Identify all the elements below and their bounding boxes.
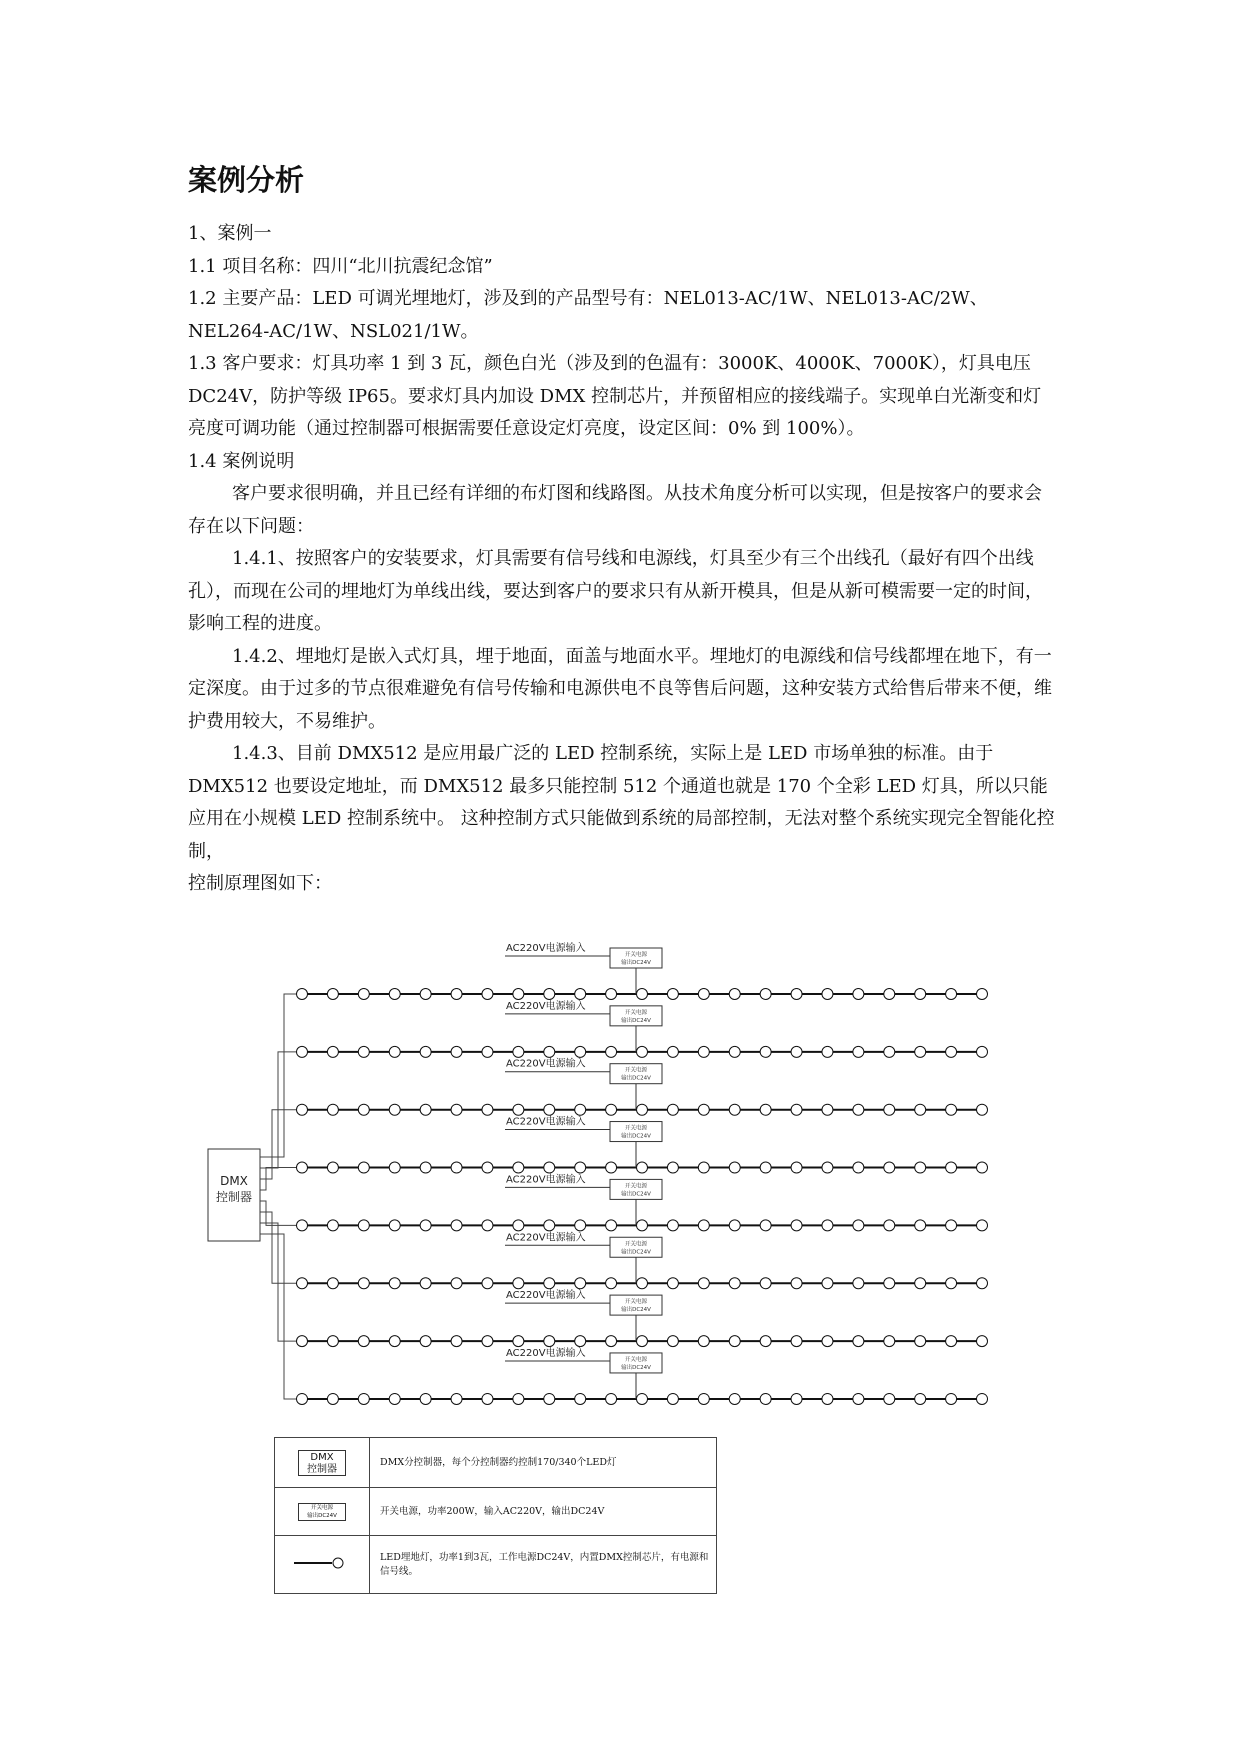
led-lamp xyxy=(698,1220,709,1231)
led-lamp xyxy=(760,1393,771,1404)
led-lamp xyxy=(637,1220,648,1231)
led-lamp xyxy=(606,1336,617,1347)
led-lamp xyxy=(698,1278,709,1289)
led-lamp xyxy=(729,1278,740,1289)
ac-input-label: AC220V电源输入 xyxy=(506,1000,586,1012)
paragraph: 客户要求很明确，并且已经有详细的布灯图和线路图。从技术角度分析可以实现，但是按客户的要求会存在以下问题： xyxy=(188,483,1042,537)
led-lamp xyxy=(358,1336,369,1347)
psu-label-line1: 开关电源 xyxy=(624,1067,648,1074)
signal-wire xyxy=(260,1234,302,1399)
paragraph: 1.4.2、埋地灯是嵌入式灯具，埋于地面，面盖与地面水平。埋地灯的电源线和信号线都埋在地下，有一定深度。由于过多的节点很难避免有信号传输和电源供电不良等售后问题，这种安装方式给售后带来不便，维护费用较大，不易维护。 xyxy=(188,645,1052,732)
led-lamp xyxy=(327,1220,338,1231)
led-lamp xyxy=(884,989,895,1000)
led-lamp xyxy=(915,1220,926,1231)
led-lamp xyxy=(698,989,709,1000)
led-lamp xyxy=(915,1104,926,1115)
led-lamp xyxy=(822,1278,833,1289)
led-lamp xyxy=(575,1393,586,1404)
led-lamp xyxy=(575,989,586,1000)
led-lamp xyxy=(544,1046,555,1057)
led-lamp xyxy=(297,1046,308,1057)
led-lamp xyxy=(853,1393,864,1404)
led-lamp xyxy=(451,1220,462,1231)
led-lamp xyxy=(729,1162,740,1173)
led-lamp xyxy=(389,1220,400,1231)
led-lamp xyxy=(977,1046,988,1057)
led-lamp xyxy=(358,1104,369,1115)
led-lamp xyxy=(575,1336,586,1347)
led-lamp xyxy=(637,1104,648,1115)
led-lamp xyxy=(822,1393,833,1404)
power-supply-symbol xyxy=(298,1503,346,1521)
led-lamp xyxy=(822,1104,833,1115)
led-lamp xyxy=(482,1336,493,1347)
psu-label-line2: 输出DC24V xyxy=(621,1191,651,1198)
led-lamp xyxy=(327,1104,338,1115)
led-lamp xyxy=(575,1104,586,1115)
psu-label-line1: 开关电源 xyxy=(624,1009,648,1016)
led-lamp xyxy=(884,1393,895,1404)
legend-description: DMX分控制器，每个分控制器约控制170/340个LED灯 xyxy=(370,1438,717,1488)
led-lamp xyxy=(358,1278,369,1289)
led-lamp xyxy=(791,989,802,1000)
led-lamp xyxy=(451,1336,462,1347)
led-lamp xyxy=(667,1336,678,1347)
legend-dmx-line1: DMX xyxy=(310,1451,334,1463)
led-lamp xyxy=(544,1162,555,1173)
led-lamp xyxy=(327,1336,338,1347)
legend-symbol-cell xyxy=(275,1488,370,1536)
led-lamp xyxy=(637,1046,648,1057)
led-lamp xyxy=(791,1046,802,1057)
legend-row xyxy=(275,1488,717,1536)
led-lamp xyxy=(389,989,400,1000)
led-lamp xyxy=(544,1220,555,1231)
led-lamp xyxy=(297,1393,308,1404)
led-lamp xyxy=(420,1393,431,1404)
led-lamp xyxy=(729,1046,740,1057)
lamp-branch xyxy=(260,1172,988,1231)
led-lamp xyxy=(667,1046,678,1057)
lamp-branch xyxy=(260,1234,988,1404)
lamp-branches xyxy=(260,941,988,1404)
signal-wire xyxy=(260,1201,302,1225)
led-lamp xyxy=(358,1393,369,1404)
led-lamp xyxy=(513,1278,524,1289)
psu-label-line2: 输出DC24V xyxy=(621,1364,651,1371)
led-lamp xyxy=(389,1336,400,1347)
led-lamp xyxy=(884,1336,895,1347)
led-lamp xyxy=(327,1162,338,1173)
psu-label-line2: 输出DC24V xyxy=(621,1249,651,1256)
led-lamp-symbol xyxy=(292,1556,352,1570)
page-title: 案例分析 xyxy=(188,163,305,197)
paragraph: 1.1 项目名称：四川“北川抗震纪念馆” xyxy=(188,255,493,277)
led-lamp xyxy=(977,989,988,1000)
led-lamp xyxy=(698,1393,709,1404)
controller-label-line2: 控制器 xyxy=(215,1190,253,1204)
led-lamp xyxy=(297,989,308,1000)
led-lamp xyxy=(977,1278,988,1289)
led-lamp xyxy=(297,1220,308,1231)
led-lamp xyxy=(977,1220,988,1231)
led-lamp xyxy=(977,1336,988,1347)
led-lamp xyxy=(513,1336,524,1347)
led-lamp xyxy=(729,1336,740,1347)
paragraph: 1.4 案例说明 xyxy=(188,450,295,472)
led-lamp xyxy=(451,1046,462,1057)
led-lamp xyxy=(884,1278,895,1289)
led-lamp xyxy=(915,1393,926,1404)
ac-input-label: AC220V电源输入 xyxy=(506,1174,586,1186)
led-lamp xyxy=(729,989,740,1000)
led-lamp xyxy=(420,1220,431,1231)
led-lamp xyxy=(698,1336,709,1347)
psu-label-line1: 开关电源 xyxy=(624,1299,648,1306)
psu-label-line1: 开关电源 xyxy=(624,952,648,958)
led-lamp xyxy=(389,1104,400,1115)
led-lamp xyxy=(884,1220,895,1231)
led-lamp xyxy=(482,1393,493,1404)
led-lamp xyxy=(327,1278,338,1289)
led-lamp xyxy=(637,1162,648,1173)
led-lamp xyxy=(513,1162,524,1173)
led-lamp xyxy=(297,1104,308,1115)
led-lamp xyxy=(760,1104,771,1115)
led-lamp xyxy=(760,1278,771,1289)
legend-dmx-line2: 控制器 xyxy=(307,1463,337,1475)
led-lamp xyxy=(946,1393,957,1404)
led-lamp xyxy=(575,1162,586,1173)
led-lamp xyxy=(946,1046,957,1057)
led-lamp xyxy=(482,1104,493,1115)
led-lamp xyxy=(667,1220,678,1231)
led-lamp xyxy=(606,1278,617,1289)
led-lamp xyxy=(327,1046,338,1057)
led-lamp xyxy=(451,989,462,1000)
led-lamp xyxy=(544,1393,555,1404)
led-lamp xyxy=(451,1162,462,1173)
paragraph: 1.4.3、目前 DMX512 是应用最广泛的 LED 控制系统，实际上是 LED 市场单独的标准。由于 DMX512 也要设定地址，而 DMX512 最多只能控制 512 个通道也就是 170 个全彩 LED 灯具，所以只能应用在小规模 LED 控制系统中。 这种控制方式只能做到系统的局部控制，无法对整个系统实现完全智能化控制， xyxy=(188,743,1055,862)
led-lamp xyxy=(544,1336,555,1347)
psu-label-line1: 开关电源 xyxy=(624,1125,648,1132)
led-lamp xyxy=(358,1162,369,1173)
led-lamp xyxy=(946,1162,957,1173)
ac-input-label: AC220V电源输入 xyxy=(506,1290,586,1302)
paragraph: 1.3 客户要求：灯具功率 1 到 3 瓦，颜色白光（涉及到的色温有：3000K、4000K、7000K），灯具电压 DC24V，防护等级 IP65。要求灯具内加设 DMX 控制芯片，并预留相应的接线端子。实现单白光渐变和灯亮度可调功能（通过控制器可根据需要任意设定灯亮度，设定区间：0% 到 100%）。 xyxy=(188,353,1042,439)
led-lamp xyxy=(729,1104,740,1115)
led-lamp xyxy=(606,1046,617,1057)
led-lamp xyxy=(513,1104,524,1115)
led-lamp xyxy=(297,1336,308,1347)
led-lamp xyxy=(575,1220,586,1231)
dmx-controller-symbol xyxy=(298,1450,346,1476)
led-lamp xyxy=(729,1220,740,1231)
led-lamp xyxy=(297,1162,308,1173)
led-lamp xyxy=(513,1220,524,1231)
paragraph: 控制原理图如下： xyxy=(188,873,332,894)
led-lamp xyxy=(822,1162,833,1173)
led-lamp xyxy=(482,1278,493,1289)
led-lamp xyxy=(760,1046,771,1057)
led-lamp xyxy=(482,989,493,1000)
led-lamp xyxy=(606,1220,617,1231)
led-lamp xyxy=(667,1162,678,1173)
psu-label-line2: 输出DC24V xyxy=(621,1133,651,1140)
led-lamp xyxy=(637,1393,648,1404)
led-lamp xyxy=(853,1104,864,1115)
led-lamp xyxy=(297,1278,308,1289)
led-lamp xyxy=(760,1336,771,1347)
led-lamp xyxy=(544,1278,555,1289)
led-lamp xyxy=(760,1220,771,1231)
led-lamp xyxy=(327,989,338,1000)
led-lamp xyxy=(389,1046,400,1057)
led-lamp xyxy=(791,1162,802,1173)
led-lamp xyxy=(729,1393,740,1404)
led-lamp xyxy=(884,1162,895,1173)
legend-psu-line1: 开关电源 xyxy=(310,1505,333,1511)
led-lamp xyxy=(420,1278,431,1289)
psu-label-line2: 输出DC24V xyxy=(621,1307,651,1314)
led-lamp xyxy=(667,1278,678,1289)
controller-label-line1: DMX xyxy=(220,1174,248,1188)
led-lamp xyxy=(822,989,833,1000)
led-lamp xyxy=(451,1393,462,1404)
signal-wire xyxy=(260,1168,302,1190)
led-lamp xyxy=(544,1104,555,1115)
psu-label-line2: 输出DC24V xyxy=(621,1075,651,1082)
led-lamp xyxy=(637,989,648,1000)
legend-description: LED埋地灯，功率1到3瓦，工作电源DC24V，内置DMX控制芯片，有电源和信号线。 xyxy=(370,1536,717,1594)
legend-symbol-cell xyxy=(275,1536,370,1594)
psu-label-line2: 输出DC24V xyxy=(621,1017,651,1024)
led-lamp xyxy=(915,1278,926,1289)
led-lamp xyxy=(698,1162,709,1173)
led-lamp xyxy=(915,989,926,1000)
legend-symbol-cell xyxy=(275,1438,370,1488)
led-lamp xyxy=(575,1278,586,1289)
legend-psu-line2: 输出DC24V xyxy=(307,1513,337,1519)
led-lamp xyxy=(327,1393,338,1404)
led-lamp xyxy=(791,1393,802,1404)
led-lamp xyxy=(884,1104,895,1115)
psu-label-line2: 输出DC24V xyxy=(621,960,651,966)
led-lamp xyxy=(544,989,555,1000)
led-lamp xyxy=(946,989,957,1000)
ac-input-label: AC220V电源输入 xyxy=(506,1347,586,1359)
led-lamp xyxy=(451,1278,462,1289)
led-lamp xyxy=(667,1393,678,1404)
psu-label-line1: 开关电源 xyxy=(624,1183,648,1190)
led-lamp xyxy=(575,1046,586,1057)
led-lamp xyxy=(513,1393,524,1404)
led-lamp xyxy=(606,1162,617,1173)
led-lamp xyxy=(822,1336,833,1347)
psu-label-line1: 开关电源 xyxy=(624,1356,648,1363)
led-lamp xyxy=(853,1046,864,1057)
ac-input-label: AC220V电源输入 xyxy=(506,1232,586,1244)
led-lamp xyxy=(946,1220,957,1231)
led-lamp xyxy=(915,1046,926,1057)
led-lamp xyxy=(637,1336,648,1347)
led-lamp xyxy=(451,1104,462,1115)
dmx-controller-box xyxy=(208,1149,260,1241)
legend-description: 开关电源，功率200W，输入AC220V，输出DC24V xyxy=(370,1488,717,1536)
led-lamp xyxy=(420,1336,431,1347)
led-lamp xyxy=(884,1046,895,1057)
ac-input-label: AC220V电源输入 xyxy=(506,943,586,954)
led-lamp xyxy=(482,1046,493,1057)
lamp-branch xyxy=(260,1115,988,1190)
led-lamp xyxy=(946,1278,957,1289)
led-lamp xyxy=(977,1393,988,1404)
led-lamp xyxy=(946,1336,957,1347)
led-lamp xyxy=(946,1104,957,1115)
led-lamp xyxy=(358,989,369,1000)
led-lamp xyxy=(822,1220,833,1231)
legend-table xyxy=(274,1437,717,1594)
led-lamp xyxy=(760,1162,771,1173)
signal-wire xyxy=(260,994,302,1157)
led-lamp xyxy=(420,989,431,1000)
led-lamp xyxy=(667,989,678,1000)
led-lamp xyxy=(358,1220,369,1231)
led-lamp xyxy=(513,989,524,1000)
led-lamp xyxy=(420,1046,431,1057)
lamp-branch xyxy=(260,1057,988,1179)
led-lamp xyxy=(637,1278,648,1289)
ac-input-label: AC220V电源输入 xyxy=(506,1058,586,1070)
led-lamp xyxy=(853,1336,864,1347)
led-lamp xyxy=(853,989,864,1000)
led-lamp xyxy=(791,1104,802,1115)
led-lamp xyxy=(853,1220,864,1231)
led-lamp xyxy=(420,1162,431,1173)
led-lamp xyxy=(791,1220,802,1231)
signal-wire xyxy=(260,1223,302,1341)
paragraph: 1.2 主要产品：LED 可调光埋地灯，涉及到的产品型号有：NEL013-AC/1W、NEL013-AC/2W、NEL264-AC/1W、NSL021/1W。 xyxy=(188,288,988,342)
led-lamp xyxy=(977,1104,988,1115)
led-lamp xyxy=(606,1104,617,1115)
led-lamp xyxy=(606,989,617,1000)
led-lamp xyxy=(482,1220,493,1231)
led-lamp xyxy=(915,1336,926,1347)
led-lamp xyxy=(915,1162,926,1173)
led-lamp xyxy=(513,1046,524,1057)
led-lamp xyxy=(698,1046,709,1057)
led-lamp xyxy=(667,1104,678,1115)
led-lamp xyxy=(822,1046,833,1057)
paragraph: 1.4.1、按照客户的安装要求，灯具需要有信号线和电源线，灯具至少有三个出线孔（最好有四个出线孔），而现在公司的埋地灯为单线出线，要达到客户的要求只有从新开模具，但是从新可模需要一定的时间，影响工程的进度。 xyxy=(188,548,1043,634)
led-lamp xyxy=(791,1336,802,1347)
led-lamp xyxy=(389,1393,400,1404)
legend-row xyxy=(275,1536,717,1594)
led-lamp xyxy=(420,1104,431,1115)
led-lamp xyxy=(760,989,771,1000)
led-lamp xyxy=(977,1162,988,1173)
led-lamp xyxy=(389,1162,400,1173)
psu-label-line1: 开关电源 xyxy=(624,1241,648,1248)
led-lamp xyxy=(482,1162,493,1173)
led-lamp xyxy=(853,1278,864,1289)
led-lamp xyxy=(606,1393,617,1404)
ac-input-label: AC220V电源输入 xyxy=(506,1116,586,1128)
led-lamp xyxy=(853,1162,864,1173)
led-lamp xyxy=(698,1104,709,1115)
led-lamp xyxy=(358,1046,369,1057)
led-lamp xyxy=(389,1278,400,1289)
led-lamp xyxy=(791,1278,802,1289)
paragraph: 1、案例一 xyxy=(188,223,272,244)
legend-row xyxy=(275,1438,717,1488)
